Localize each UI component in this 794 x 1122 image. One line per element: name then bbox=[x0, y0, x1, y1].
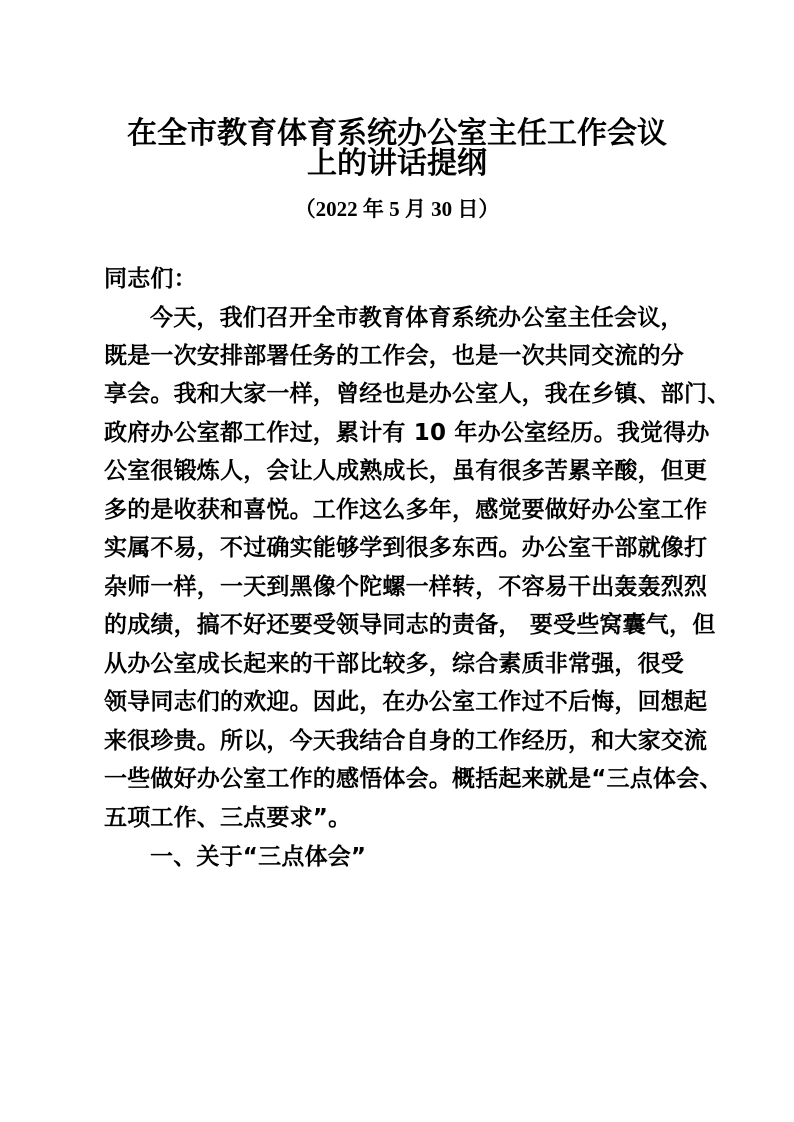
paragraph-line: 领导同志们的欢迎。因此，在办公室工作过不后悔，回想起 bbox=[104, 689, 708, 715]
paragraph-line: 来很珍贵。所以，今天我结合自身的工作经历，和大家交流 bbox=[104, 728, 708, 754]
paragraph-line: 既是一次安排部署任务的工作会，也是一次共同交流的分 bbox=[104, 343, 684, 369]
salutation: 同志们： bbox=[104, 266, 197, 292]
paragraph-line: 五项工作、三点要求”。 bbox=[104, 805, 352, 831]
document-title-line-1: 在全市教育体育系统办公室主任工作会议 bbox=[127, 116, 667, 151]
section-heading: 一、关于“三点体会” bbox=[150, 844, 367, 870]
paragraph-line: 今天，我们召开全市教育体育系统办公室主任会议， bbox=[150, 305, 684, 331]
document-date: （2022 年 5 月 30 日） bbox=[294, 197, 500, 221]
paragraph-line: 一些做好办公室工作的感悟体会。概括起来就是“三点体会、 bbox=[104, 766, 723, 792]
paragraph-line: 实属不易，不过确实能够学到很多东西。办公室干部就像打 bbox=[104, 535, 708, 561]
paragraph-line: 从办公室成长起来的干部比较多，综合素质非常强，很受 bbox=[104, 651, 684, 677]
paragraph-line: 公室很锻炼人，会让人成熟成长，虽有很多苦累辛酸，但更 bbox=[104, 458, 708, 484]
paragraph-line: 杂师一样，一天到黑像个陀螺一样转，不容易干出轰轰烈烈 bbox=[104, 574, 708, 600]
paragraph-line: 政府办公室都工作过，累计有 10 年办公室经历。我觉得办 bbox=[104, 420, 710, 446]
paragraph-line: 享会。我和大家一样，曾经也是办公室人，我在乡镇、部门、 bbox=[104, 381, 731, 407]
paragraph-line: 多的是收获和喜悦。工作这么多年，感觉要做好办公室工作 bbox=[104, 497, 708, 523]
document-title-line-2: 上的讲话提纲 bbox=[307, 146, 487, 181]
paragraph-line: 的成绩，搞不好还要受领导同志的责备， 要受些窝囊气，但 bbox=[104, 612, 716, 638]
